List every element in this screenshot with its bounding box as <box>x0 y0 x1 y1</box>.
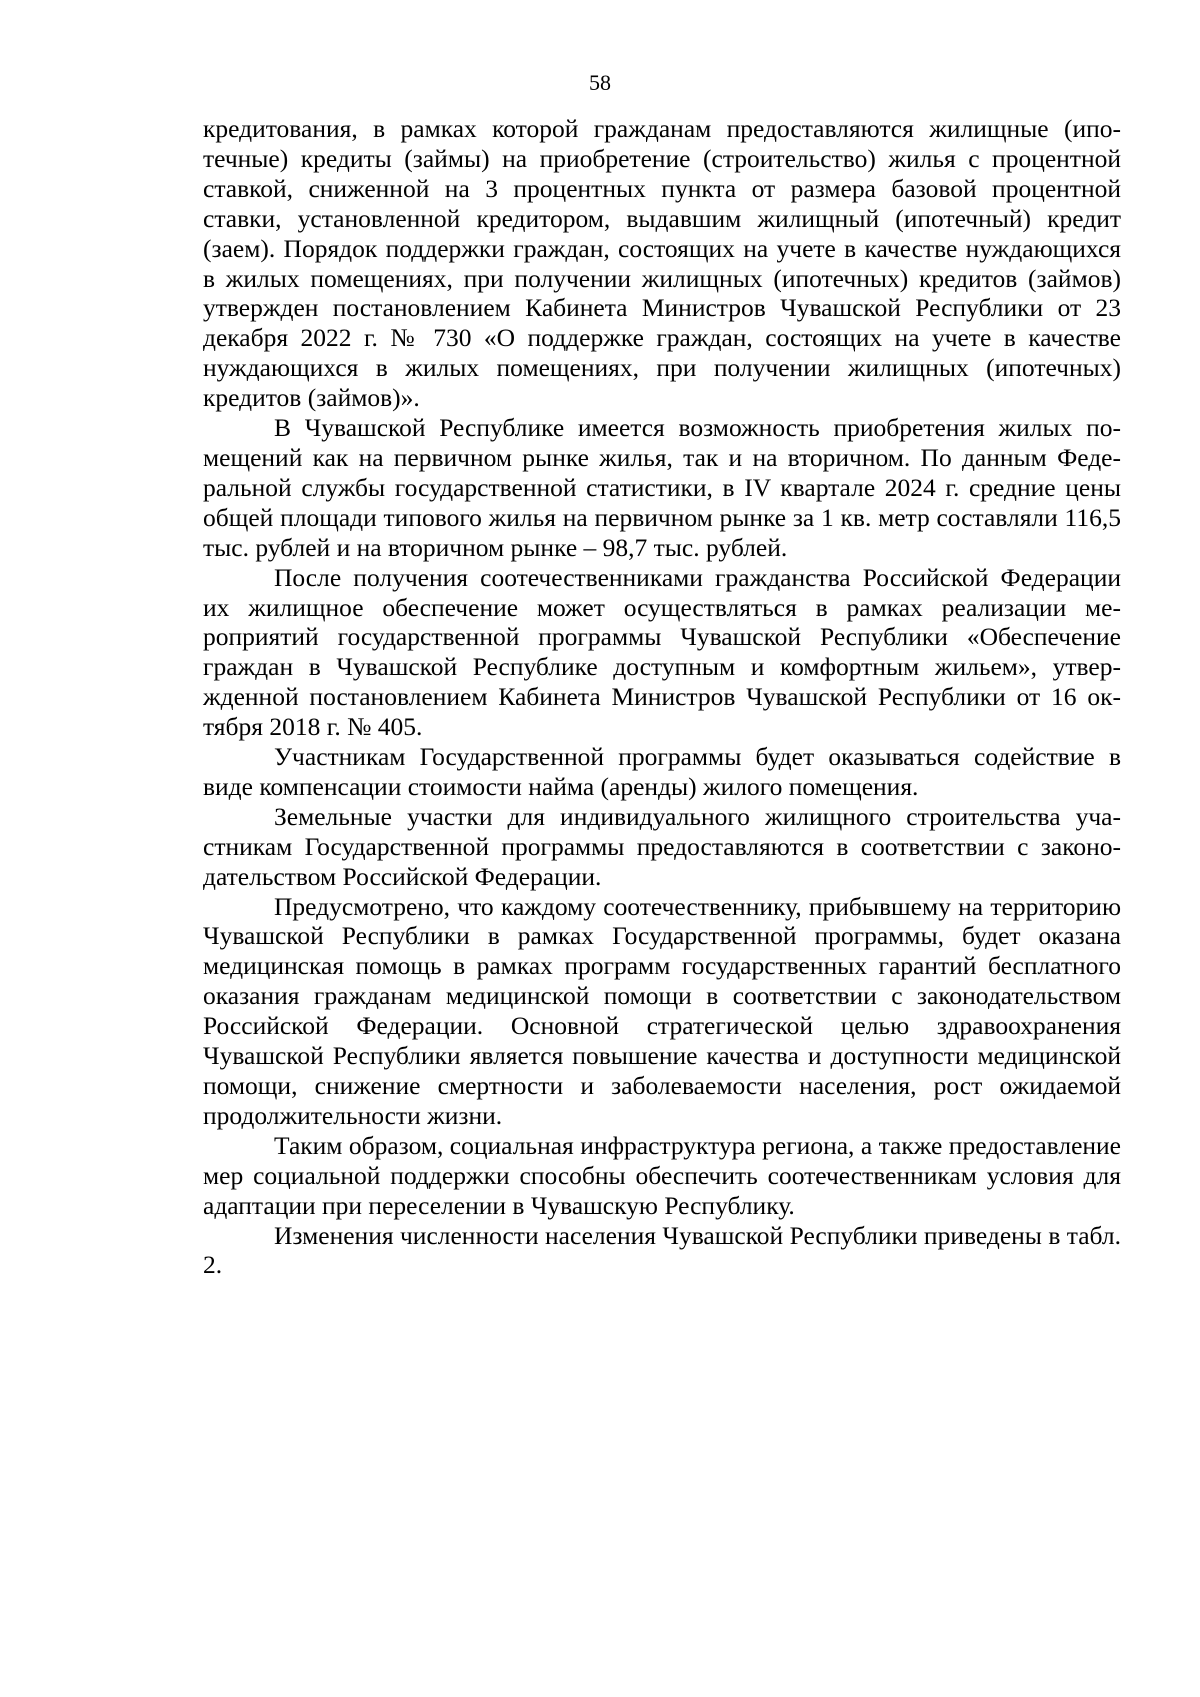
paragraph-3: После получения соотечественниками гражданства Российской Федерации их жилищное обеспечение может осуществляться в рамках реализации мероприятий государственной программы Чувашской Республики «Обеспечение граждан в Чувашской Республике доступным и комфортным жильем», утвержденной постановлением Кабинета Министров Чувашской Республики от 16 октября 2018 г. № 405. <box>203 562 1121 742</box>
paragraph-6: Предусмотрено, что каждому соотечественнику, прибывшему на территорию Чувашской Республики в рамках Государственной программы, будет оказана медицинская помощь в рамках программ государственных гарантий бесплатного оказания гражданам медицинской помощи в соответствии с законодательством Российской Федерации. Основной стратегической целью здравоохранения Чувашской Республики является повышение качества и доступности медицинской помощи, снижение смертности и заболеваемости населения, рост ожидаемой продолжительности жизни. <box>203 891 1121 1130</box>
paragraph-8: Изменения численности населения Чувашской Республики приведены в табл. 2. <box>203 1220 1121 1280</box>
page-number: 58 <box>589 70 611 95</box>
paragraph-4: Участникам Государственной программы будет оказываться содействие в виде компенсации стоимости найма (аренды) жилого помещения. <box>203 742 1121 801</box>
paragraph-1: кредитования, в рамках которой гражданам предоставляются жилищные (ипотечные) кредиты (займы) на приобретение (строительство) жилья с процентной ставкой, сниженной на 3 процентных пункта от размера базовой процентной ставки, установленной кредитором, выдавшим жилищный (ипотечный) кредит (заем). Порядок поддержки граждан, состоящих на учете в качестве нуждающихся в жилых помещениях, при получении жилищных (ипотечных) кредитов (займов) утвержден постановлением Кабинета Министров Чувашской Республики от 23 декабря 2022 г. № 730 «О поддержке граждан, состоящих на учете в качестве нуждающихся в жилых помещениях, при получении жилищных (ипотечных) кредитов (займов)». <box>203 114 1121 413</box>
paragraph-5: Земельные участки для индивидуального жилищного строительства участникам Государственной программы предоставляются в соответствии с законодательством Российской Федерации. <box>203 801 1121 891</box>
paragraph-7: Таким образом, социальная инфраструктура региона, а также предоставление мер социальной поддержки способны обеспечить соотечественникам условия для адаптации при переселении в Чувашскую Республику. <box>203 1130 1121 1220</box>
body-text <box>203 114 1121 1280</box>
paragraph-2: В Чувашской Республике имеется возможность приобретения жилых помещений как на первичном рынке жилья, так и на вторичном. По данным Федеральной службы государственной статистики, в IV квартале 2024 г. средние цены общей площади типового жилья на первичном рынке за 1 кв. метр составляли 116,5 тыс. рублей и на вторичном рынке – 98,7 тыс. рублей. <box>203 413 1121 562</box>
